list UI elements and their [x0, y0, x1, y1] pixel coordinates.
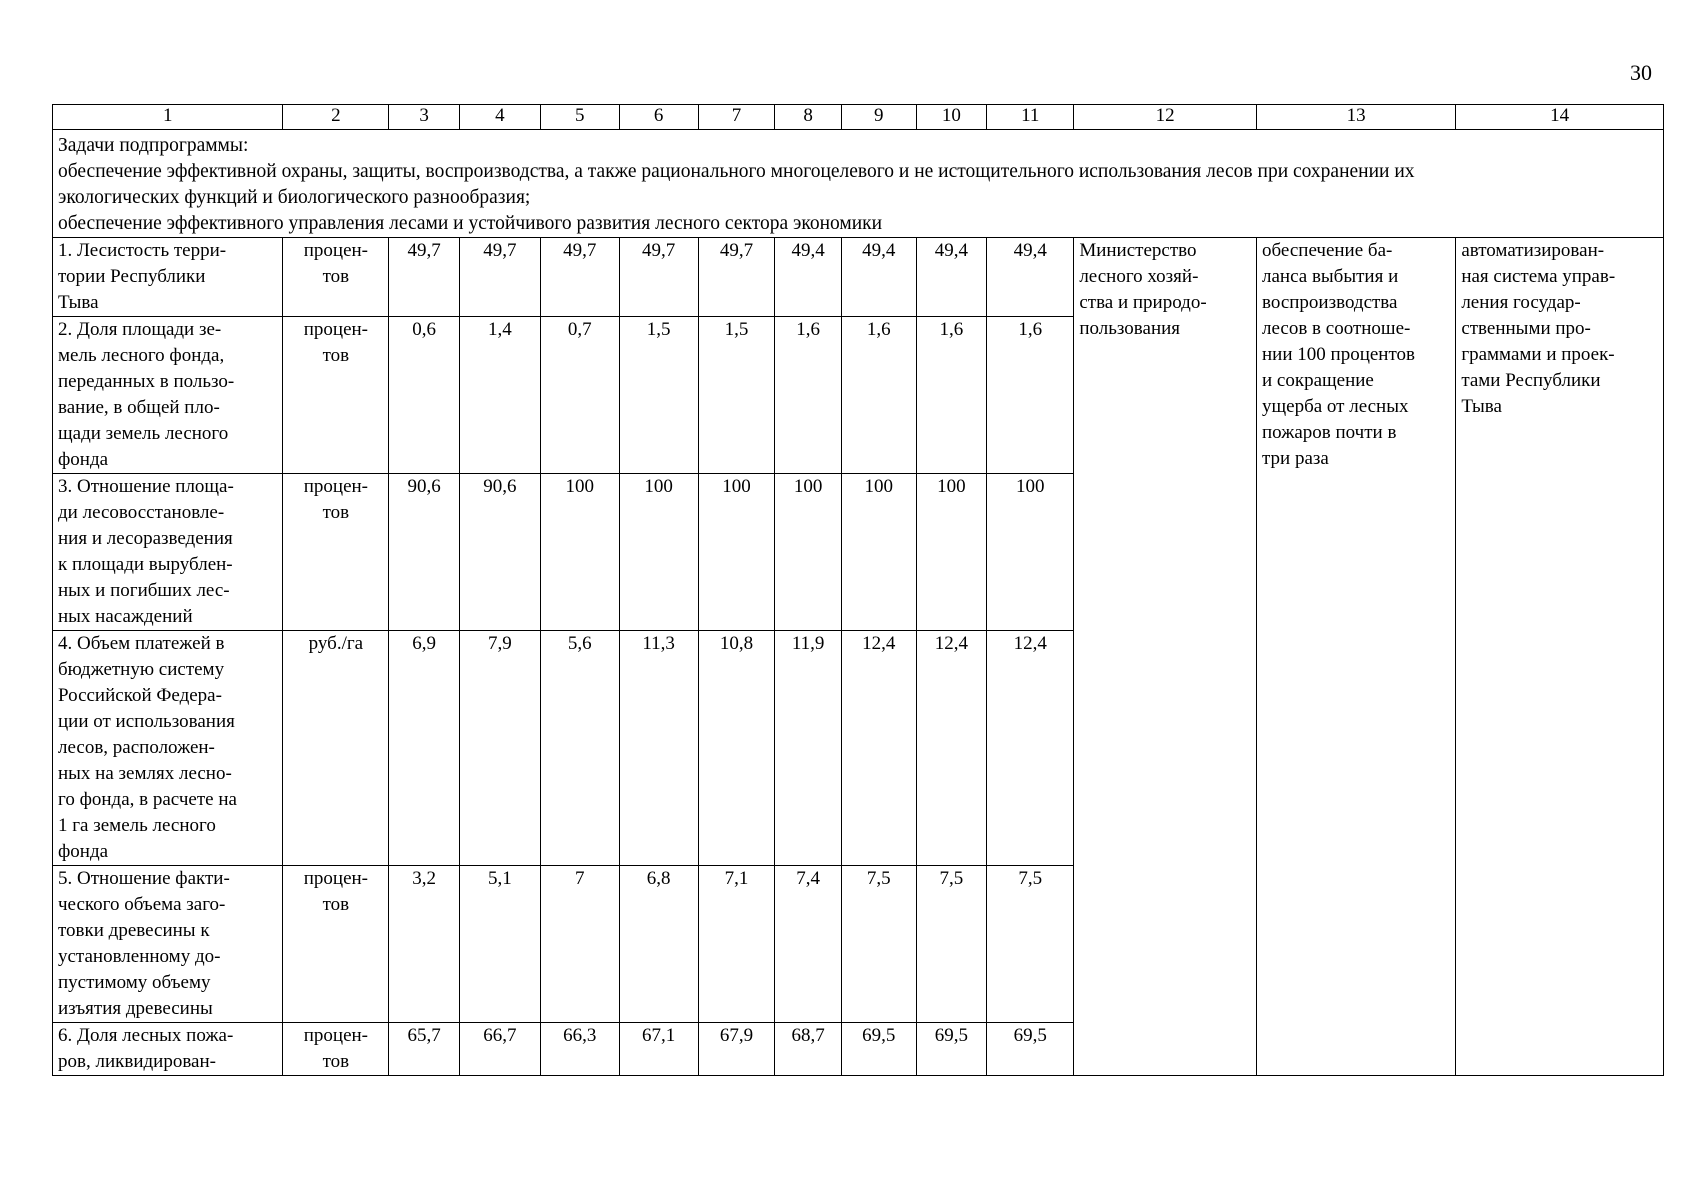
- value-cell: 90,6: [459, 474, 540, 631]
- text-line: Российской Федера-: [58, 685, 222, 706]
- text-line: ления государ-: [1461, 292, 1581, 313]
- value-cell: 11,3: [619, 631, 698, 866]
- indicator-name: [53, 631, 283, 866]
- text-line: 1 га земель лесного: [58, 815, 216, 836]
- text-line: тами Республики: [1461, 370, 1601, 391]
- value-cell: 6,9: [389, 631, 460, 866]
- value-cell: 100: [916, 474, 987, 631]
- value-cell: 90,6: [389, 474, 460, 631]
- text-line: лесов в соотноше-: [1262, 318, 1411, 339]
- task-line: обеспечение эффективной охраны, защиты, воспроизводства, а также рационального многоцелевого и не истощительного использования лесов при сохранении их: [58, 161, 1415, 182]
- expected-result-cell: [1257, 238, 1456, 1076]
- text-line: ческого объема заго-: [58, 894, 226, 915]
- value-cell: 49,7: [389, 238, 460, 317]
- text-line: тов: [322, 266, 350, 287]
- value-cell: 67,1: [619, 1023, 698, 1076]
- value-cell: 1,6: [775, 317, 841, 474]
- unit-cell: [283, 317, 389, 474]
- text-line: тов: [322, 894, 350, 915]
- text-line: Министерство: [1079, 240, 1197, 261]
- text-line: Тыва: [1461, 396, 1502, 417]
- text-line: ная система управ-: [1461, 266, 1616, 287]
- value-cell: 7: [540, 866, 619, 1023]
- text-line: тории Республики: [58, 266, 206, 287]
- text-line: 1. Лесистость терри-: [58, 240, 227, 261]
- column-number-cell: 7: [698, 105, 775, 130]
- text-line: фонда: [58, 841, 109, 862]
- indicator-row: [53, 238, 1664, 317]
- value-cell: 7,5: [841, 866, 916, 1023]
- value-cell: 69,5: [916, 1023, 987, 1076]
- indicator-name: [53, 474, 283, 631]
- text-line: ния и лесоразведения: [58, 528, 233, 549]
- column-number-cell: 8: [775, 105, 841, 130]
- text-line: граммами и проек-: [1461, 344, 1615, 365]
- column-number-cell: 6: [619, 105, 698, 130]
- value-cell: 100: [987, 474, 1074, 631]
- text-line: 4. Объем платежей в: [58, 633, 225, 654]
- value-cell: 69,5: [841, 1023, 916, 1076]
- text-line: ущерба от лесных: [1262, 396, 1409, 417]
- text-line: пожаров почти в: [1262, 422, 1397, 443]
- text-line: ров, ликвидирован-: [58, 1051, 216, 1072]
- value-cell: 12,4: [916, 631, 987, 866]
- unit-cell: [283, 238, 389, 317]
- text-line: переданных в пользо-: [58, 371, 235, 392]
- value-cell: 49,4: [916, 238, 987, 317]
- indicator-name: [53, 1023, 283, 1076]
- value-cell: 1,6: [916, 317, 987, 474]
- text-line: процен-: [303, 319, 368, 340]
- value-cell: 49,7: [619, 238, 698, 317]
- unit-cell: [283, 866, 389, 1023]
- column-number-cell: 11: [987, 105, 1074, 130]
- value-cell: 3,2: [389, 866, 460, 1023]
- system-cell: [1456, 238, 1664, 1076]
- column-number-cell: 3: [389, 105, 460, 130]
- text-line: товки древесины к: [58, 920, 210, 941]
- text-line: тов: [322, 502, 350, 523]
- value-cell: 5,1: [459, 866, 540, 1023]
- text-line: ди лесовосстановле-: [58, 502, 225, 523]
- column-number-cell: 10: [916, 105, 987, 130]
- task-line: обеспечение эффективного управления лесами и устойчивого развития лесного сектора экономики: [58, 213, 883, 234]
- column-number-cell: 14: [1456, 105, 1664, 130]
- column-number-cell: 2: [283, 105, 389, 130]
- text-line: пустимому объему: [58, 972, 211, 993]
- value-cell: 7,9: [459, 631, 540, 866]
- unit-cell: [283, 631, 389, 866]
- text-line: ных насаждений: [58, 606, 193, 627]
- value-cell: 68,7: [775, 1023, 841, 1076]
- value-cell: 65,7: [389, 1023, 460, 1076]
- text-line: воспроизводства: [1262, 292, 1398, 313]
- indicator-name: [53, 317, 283, 474]
- value-cell: 7,1: [698, 866, 775, 1023]
- value-cell: 66,3: [540, 1023, 619, 1076]
- text-line: ства и природо-: [1079, 292, 1207, 313]
- value-cell: 49,4: [987, 238, 1074, 317]
- indicator-name: [53, 866, 283, 1023]
- indicator-name: [53, 238, 283, 317]
- text-line: 2. Доля площади зе-: [58, 319, 222, 340]
- text-line: тов: [322, 345, 350, 366]
- value-cell: 7,5: [987, 866, 1074, 1023]
- text-line: к площади вырублен-: [58, 554, 233, 575]
- column-number-cell: 1: [53, 105, 283, 130]
- text-line: ных и погибших лес-: [58, 580, 230, 601]
- value-cell: 11,9: [775, 631, 841, 866]
- text-line: установленному до-: [58, 946, 221, 967]
- responsible-executor-cell: [1074, 238, 1257, 1076]
- text-line: автоматизирован-: [1461, 240, 1605, 261]
- text-line: изъятия древесины: [58, 998, 213, 1019]
- text-line: лесов, расположен-: [58, 737, 215, 758]
- value-cell: 49,4: [841, 238, 916, 317]
- text-line: пользования: [1079, 318, 1181, 339]
- text-line: 6. Доля лесных пожа-: [58, 1025, 234, 1046]
- value-cell: 100: [698, 474, 775, 631]
- value-cell: 6,8: [619, 866, 698, 1023]
- text-line: щади земель лесного: [58, 423, 229, 444]
- column-number-row: [53, 105, 1664, 130]
- value-cell: 10,8: [698, 631, 775, 866]
- value-cell: 12,4: [987, 631, 1074, 866]
- value-cell: 69,5: [987, 1023, 1074, 1076]
- subprogram-tasks: [53, 130, 1664, 238]
- value-cell: 100: [540, 474, 619, 631]
- column-number-cell: 5: [540, 105, 619, 130]
- task-line: экологических функций и биологического разнообразия;: [58, 187, 531, 208]
- text-line: процен-: [303, 868, 368, 889]
- value-cell: 1,6: [841, 317, 916, 474]
- text-line: ственными про-: [1461, 318, 1591, 339]
- text-line: фонда: [58, 449, 109, 470]
- value-cell: 1,5: [698, 317, 775, 474]
- value-cell: 49,7: [540, 238, 619, 317]
- value-cell: 1,5: [619, 317, 698, 474]
- text-line: тов: [322, 1051, 350, 1072]
- text-line: процен-: [303, 240, 368, 261]
- value-cell: 49,7: [459, 238, 540, 317]
- text-line: и сокращение: [1262, 370, 1374, 391]
- text-line: го фонда, в расчете на: [58, 789, 237, 810]
- text-line: бюджетную систему: [58, 659, 225, 680]
- value-cell: 67,9: [698, 1023, 775, 1076]
- value-cell: 49,4: [775, 238, 841, 317]
- text-line: процен-: [303, 1025, 368, 1046]
- text-line: процен-: [303, 476, 368, 497]
- value-cell: 100: [619, 474, 698, 631]
- text-line: ланса выбытия и: [1262, 266, 1399, 287]
- value-cell: 5,6: [540, 631, 619, 866]
- text-line: 3. Отношение площа-: [58, 476, 234, 497]
- value-cell: 12,4: [841, 631, 916, 866]
- text-line: ных на землях лесно-: [58, 763, 232, 784]
- value-cell: 1,4: [459, 317, 540, 474]
- value-cell: 0,6: [389, 317, 460, 474]
- value-cell: 1,6: [987, 317, 1074, 474]
- value-cell: 100: [841, 474, 916, 631]
- tasks-title: Задачи подпрограммы:: [58, 135, 249, 156]
- value-cell: 49,7: [698, 238, 775, 317]
- text-line: 5. Отношение факти-: [58, 868, 230, 889]
- tasks-row: [53, 130, 1664, 238]
- unit-cell: [283, 1023, 389, 1076]
- unit-cell: [283, 474, 389, 631]
- text-line: обеспечение ба-: [1262, 240, 1393, 261]
- text-line: мель лесного фонда,: [58, 345, 225, 366]
- text-line: три раза: [1262, 448, 1329, 469]
- value-cell: 7,4: [775, 866, 841, 1023]
- text-line: руб./га: [308, 633, 364, 654]
- column-number-cell: 4: [459, 105, 540, 130]
- text-line: ции от использования: [58, 711, 235, 732]
- column-number-cell: 12: [1074, 105, 1257, 130]
- text-line: Тыва: [58, 292, 99, 313]
- page-number: 30: [1630, 60, 1652, 85]
- value-cell: 7,5: [916, 866, 987, 1023]
- column-number-cell: 9: [841, 105, 916, 130]
- text-line: лесного хозяй-: [1079, 266, 1199, 287]
- program-indicators-table: [52, 104, 1664, 1076]
- column-number-cell: 13: [1257, 105, 1456, 130]
- value-cell: 100: [775, 474, 841, 631]
- value-cell: 0,7: [540, 317, 619, 474]
- value-cell: 66,7: [459, 1023, 540, 1076]
- text-line: вание, в общей пло-: [58, 397, 220, 418]
- text-line: нии 100 процентов: [1262, 344, 1415, 365]
